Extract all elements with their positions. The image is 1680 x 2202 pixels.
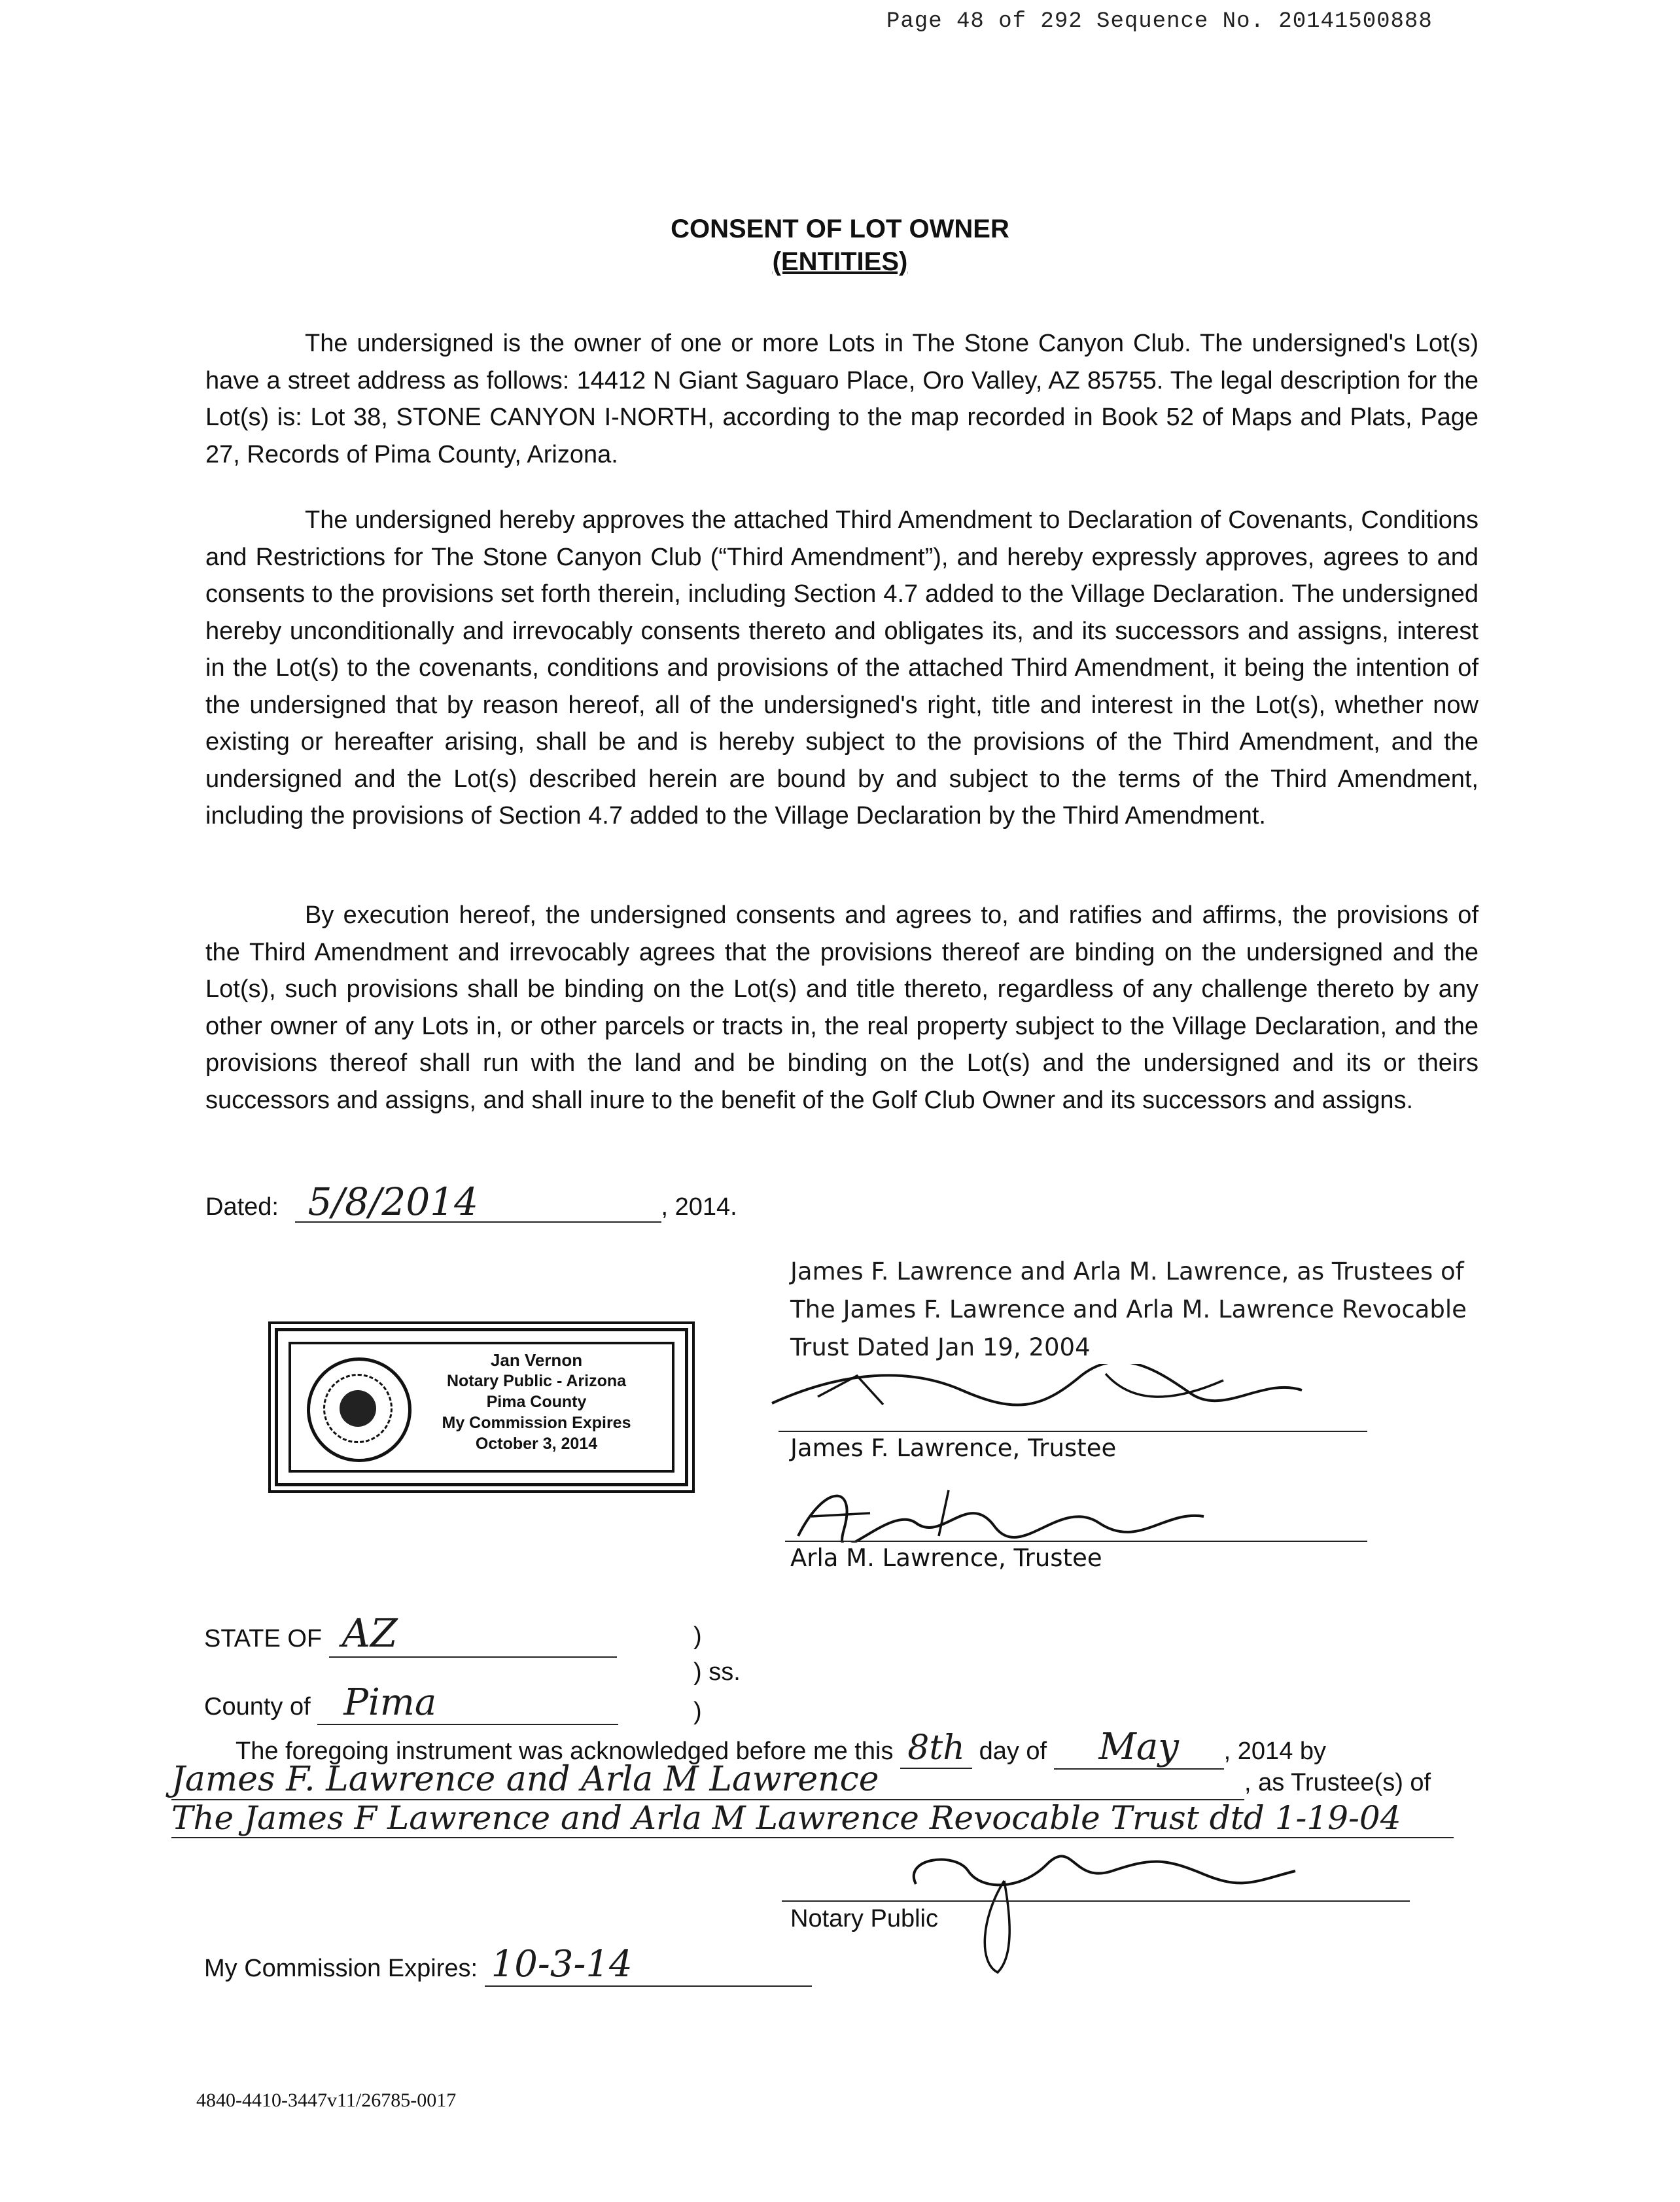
county-field[interactable] bbox=[317, 1681, 618, 1725]
county-handwritten: Pima bbox=[343, 1681, 437, 1724]
state-label: STATE OF bbox=[204, 1625, 323, 1652]
trustee-line-1: James F. Lawrence and Arla M. Lawrence, as Trustees of bbox=[790, 1257, 1464, 1285]
commission-label: My Commission Expires: bbox=[204, 1955, 478, 1982]
day-handwritten: 8th bbox=[907, 1728, 965, 1768]
state-paren: ) bbox=[693, 1622, 702, 1650]
month-handwritten: May bbox=[1098, 1726, 1179, 1768]
signature-rule-2 bbox=[785, 1541, 1367, 1542]
stamp-expiry: October 3, 2014 bbox=[475, 1435, 598, 1453]
county-row bbox=[204, 1681, 618, 1725]
stamp-commission-label: My Commission Expires bbox=[442, 1414, 631, 1432]
document-subtitle: (ENTITIES) bbox=[772, 247, 908, 276]
county-paren: ) bbox=[693, 1698, 702, 1725]
trust-handwritten: The James F Lawrence and Arla M Lawrence Revocable Trust dtd 1-19-04 bbox=[171, 1799, 1401, 1837]
signature-line-1[interactable] bbox=[765, 1364, 1367, 1410]
notary-signature-tail bbox=[978, 1878, 1024, 1976]
signature-arla-drawing bbox=[785, 1477, 1243, 1543]
stamp-county: Pima County bbox=[486, 1393, 587, 1411]
commission-row bbox=[204, 1943, 812, 1987]
paragraph-lot-description: The undersigned is the owner of one or more Lots in The Stone Canyon Club. The undersigned's Lot(s) have a street address as follows: 14412 N Giant Saguaro Place, Oro Valley, AZ 85755. The legal description for the Lot(s) is: Lot 38, STONE CANYON I-NORTH, according to the map recorded in Book 52 of Maps and Plats, Page 27, Records of Pima County, Arizona. bbox=[205, 330, 1479, 468]
notary-stamp-text bbox=[415, 1350, 657, 1454]
notary-signature[interactable] bbox=[877, 1845, 1335, 1907]
as-trustees-label: , as Trustee(s) of bbox=[1244, 1769, 1431, 1796]
ack-prefix: The foregoing instrument was acknowledged before me this bbox=[236, 1738, 894, 1765]
day-label: day of bbox=[979, 1738, 1047, 1765]
ss-label: ) ss. bbox=[693, 1658, 741, 1686]
trust-field[interactable] bbox=[171, 1799, 1454, 1838]
notary-signature-drawing bbox=[877, 1845, 1335, 1907]
year-by: , 2014 by bbox=[1223, 1738, 1327, 1765]
signer-1-name: James F. Lawrence, Trustee bbox=[790, 1434, 1117, 1462]
state-handwritten: AZ bbox=[341, 1611, 398, 1656]
page-sequence-header: Page 48 of 292 Sequence No. 20141500888 bbox=[886, 9, 1433, 34]
dated-label: Dated: bbox=[205, 1193, 279, 1221]
names-row bbox=[171, 1760, 1431, 1800]
trustee-line-2: The James F. Lawrence and Arla M. Lawrence Revocable bbox=[790, 1295, 1467, 1323]
notary-public-label: Notary Public bbox=[790, 1905, 938, 1932]
dated-line bbox=[205, 1180, 737, 1224]
names-handwritten: James F. Lawrence and Arla M Lawrence bbox=[171, 1760, 879, 1799]
notary-signature-rule bbox=[782, 1900, 1410, 1902]
county-label: County of bbox=[204, 1693, 311, 1721]
trustee-signature-block bbox=[790, 1253, 1484, 1367]
stamp-notary-title: Notary Public - Arizona bbox=[446, 1372, 627, 1390]
commission-handwritten: 10-3-14 bbox=[491, 1943, 633, 1985]
arizona-seal-icon bbox=[307, 1357, 411, 1462]
names-field[interactable] bbox=[171, 1760, 1244, 1800]
signer-2-name: Arla M. Lawrence, Trustee bbox=[790, 1544, 1102, 1572]
trust-row bbox=[171, 1799, 1454, 1838]
document-id-footer: 4840-4410-3447v11/26785-0017 bbox=[196, 2089, 457, 2111]
paragraph-ratification: By execution hereof, the undersigned consents and agrees to, and ratifies and affirms, the provisions of the Third Amendment and irrevocably agrees that the provisions thereof are binding on the undersigned and the Lot(s), such provisions shall be binding on the Lot(s) and title thereto, regardless of any challenge thereto by any other owner of any Lots in, or other parcels or tracts in, the real property subject to the Village Declaration, and the provisions thereof shall run with the land and be binding on the Lot(s) and the undersigned and its or theirs successors and assigns, and shall inure to the benefit of the Golf Club Owner and its successors and assigns. bbox=[205, 901, 1479, 1114]
document-title: CONSENT OF LOT OWNER bbox=[671, 215, 1009, 243]
trustee-line-3: Trust Dated Jan 19, 2004 bbox=[790, 1333, 1091, 1361]
signature-james-drawing bbox=[765, 1364, 1367, 1410]
state-row bbox=[204, 1611, 617, 1658]
stamp-notary-name: Jan Vernon bbox=[490, 1350, 583, 1370]
signature-line-2[interactable] bbox=[785, 1477, 1243, 1543]
dated-suffix: , 2014. bbox=[661, 1193, 737, 1221]
dated-field[interactable] bbox=[295, 1180, 661, 1224]
notary-signature-tail-drawing bbox=[978, 1878, 1024, 1976]
notary-stamp bbox=[275, 1328, 688, 1486]
state-field[interactable] bbox=[329, 1611, 617, 1658]
commission-field[interactable] bbox=[485, 1943, 812, 1987]
paragraph-approval: The undersigned hereby approves the attached Third Amendment to Declaration of Covenants, Conditions and Restrictions for The Stone Canyon Club (“Third Amendment”), and hereby expressly approves, agrees to and consents to the provisions set forth therein, including Section 4.7 added to the Village Declaration. The undersigned hereby unconditionally and irrevocably consents thereto and obligates its, and its successors and assigns, interest in the Lot(s) to the covenants, conditions and provisions of the attached Third Amendment, it being the intention of the undersigned that by reason hereof, all of the undersigned's right, title and interest in the Lot(s), whether now existing or hereafter arising, shall be and is hereby subject to the provisions of the Third Amendment, and the undersigned and the Lot(s) described herein are bound by and subject to the terms of the Third Amendment, including the provisions of Section 4.7 added to the Village Declaration by the Third Amendment. bbox=[205, 506, 1479, 830]
dated-handwritten: 5/8/2014 bbox=[307, 1180, 479, 1224]
notary-stamp-inner-border bbox=[289, 1342, 674, 1473]
signature-rule-1 bbox=[779, 1431, 1367, 1432]
